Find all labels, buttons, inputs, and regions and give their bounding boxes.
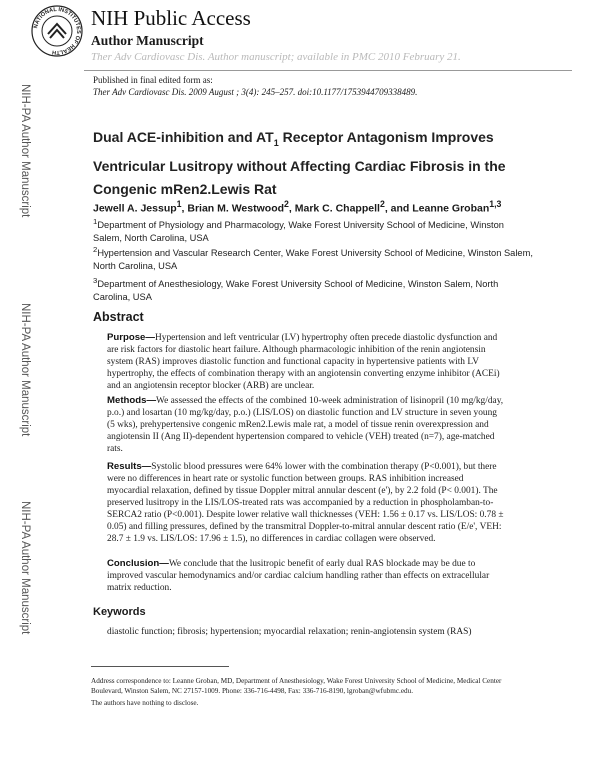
svg-text:NATIONAL INSTITUTES OF HEALTH: NATIONAL INSTITUTES OF HEALTH: [33, 6, 82, 56]
nih-seal-icon: [30, 4, 84, 58]
author-manuscript-label: Author Manuscript: [91, 33, 204, 48]
citation-text: Ther Adv Cardiovasc Dis. 2009 August ; 3(4): 245–257. doi:10.1177/1753944709338489.: [93, 87, 418, 97]
affiliation: $^3$Department of Anesthesiology, Wake Forest University School of Medicine, Winston Salem, North Carolina, USA: [93, 276, 499, 302]
footnote-divider: [91, 666, 229, 667]
disclosure-footnote: The authors have nothing to disclose.: [91, 699, 199, 707]
abstract-methods: Methods—We assessed the effects of the combined 10-week administration of lisinopril (10 mg/kg/day, p.o.) and losartan (10 mg/kg/day, p.o.) (LIS/LOS) on diastolic function and LV structure in seven young (5 wks), prehypertensive congenic mRen2.Lewis male rat, a model of tissue renin overexpression and angiotensin II (Ang II)-dependent hypertension compared to vehicle (VEH) treated (n=7), age-matched rats.: [107, 395, 504, 454]
author-list: Jewell A. Jessup$^1$, Brian M. Westwood$^2$, Mark C. Chappell$^2$, and Leanne Groban$^{1,3}$: [93, 199, 502, 215]
published-label: Published in final edited form as:: [93, 75, 213, 85]
affiliation: $^1$Department of Physiology and Pharmacology, Wake Forest University School of Medicine, Winston Salem, North Carolina, USA: [93, 217, 504, 243]
abstract-purpose: Purpose—Hypertension and left ventricular (LV) hypertrophy often precede diastolic dysfunction and are risk factors for diastolic heart failure. Although pharmacologic inhibition of the renin angiotensin system (RAS) improves diastolic function and functional capacity in hypertensive patients with LV hypertrophy, the effects of combination therapy with an angiotensin converting enzyme inhibitor (ACEi) and an angiotensin receptor blocker (ARB) are unclear.: [107, 332, 500, 391]
journal-availability-line: Ther Adv Cardiovasc Dis. Author manuscript; available in PMC 2010 February 21.: [91, 51, 461, 63]
author: Brian M. Westwood: [187, 202, 285, 215]
author: Mark C. Chappell: [294, 202, 380, 215]
correspondence-footnote: Address correspondence to: Leanne Groban, MD, Department of Anesthesiology, Wake Forest University School of Medicine, Medical Center Boulevard, Winston Salem, NC 27157-1009. Phone: 336-716-4498, Fax: 336-716-8190, lgroban@wfubmc.edu.: [91, 677, 502, 695]
nih-public-access-title: NIH Public Access: [91, 6, 251, 30]
citation: [93, 87, 417, 97]
header-divider: [84, 70, 572, 71]
keywords-heading: Keywords: [93, 606, 146, 618]
author: Leanne Groban: [412, 202, 490, 215]
side-watermark: NIH-PA Author Manuscript: [19, 84, 31, 218]
side-watermark: NIH-PA Author Manuscript: [19, 303, 31, 437]
side-watermark: NIH-PA Author Manuscript: [19, 501, 31, 635]
nih-logo: [30, 4, 84, 58]
affiliation: $^2$Hypertension and Vascular Research Center, Wake Forest University School of Medicine, Winston Salem, North Carolina, USA: [93, 245, 533, 271]
keywords-text: diastolic function; fibrosis; hypertension; myocardial relaxation; renin-angiotensin system (RAS): [107, 627, 472, 637]
abstract-conclusion: Conclusion—We conclude that the lusitropic benefit of early dual RAS blockade may be due to improved vascular hemodynamics and/or cardiac calcium handling rather than effects on extracellular matrix reduction.: [107, 558, 490, 593]
abstract-results: Results—Systolic blood pressures were 64% lower with the combination therapy (P<0.001), but there were no differences in heart rate or systolic function between groups. RAS inhibition increased myocardial relaxation, defined by tissue Doppler mitral annular descent (e'), by 2.2 fold (P< 0.001). The preserved lusitropy in the LIS/LOS-treated rats was accompanied by a reduction in phospholamban-to-SERCA2 ratio (P<0.001). Despite lower relative wall thicknesses (VEH: 1.56 ± 0.17 vs. LIS/LOS: 0.78 ± 0.05) and filling pressures, defined by the transmitral Doppler-to-mitral annular descent ratio (E/e', VEH: 28.7 ± 1.9 vs. LIS/LOS: 17.96 ± 1.5), no differences in cardiac collagen were observed.: [107, 461, 504, 544]
article-title: Dual ACE-inhibition and $AT_1$ Receptor Antagonism Improves Ventricular Lusitropy without Affecting Cardiac Fibrosis in the Congenic mRen2.Lewis Rat: [93, 129, 506, 197]
author: Jewell A. Jessup: [93, 202, 177, 215]
abstract-heading: Abstract: [93, 310, 144, 324]
